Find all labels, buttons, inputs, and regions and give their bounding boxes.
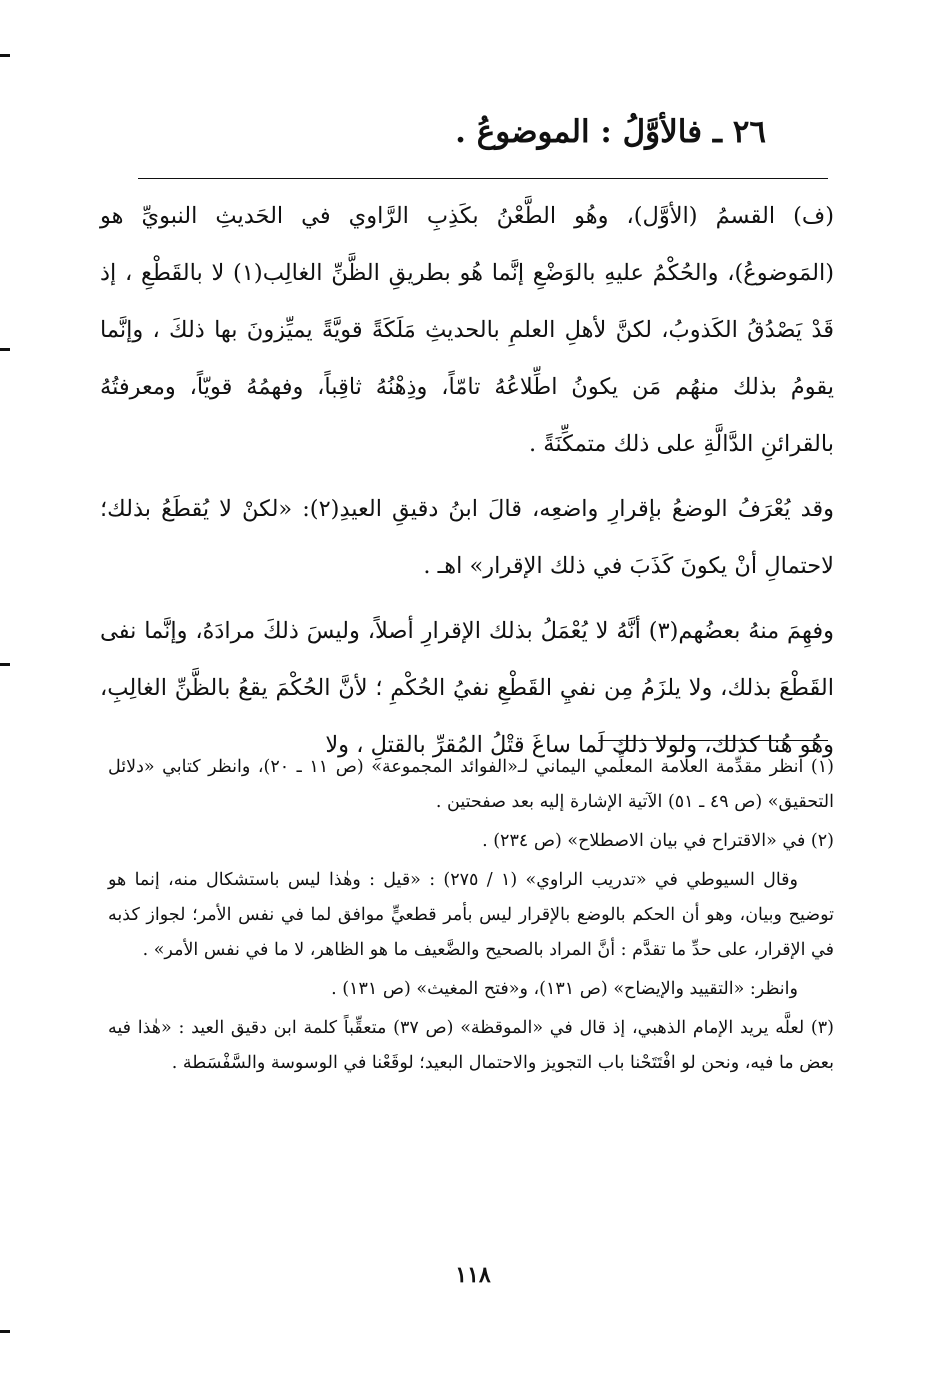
main-text	[100, 188, 834, 782]
edge-mark	[0, 348, 10, 351]
edge-mark	[0, 1330, 10, 1333]
footnote: (٣) لعلَّه يريد الإمام الذهبي، إذ قال في «الموقظة» (ص ٣٧) متعقِّباً كلمة ابن دقيق العيد : «هٰذا فيه بعض ما فيه، ونحن لو افْتَتَحْنا باب التجويز والاحتمال البعيد؛ لوقَعْنا في الوسوسة والسَّفْسَطة .	[108, 1018, 834, 1073]
section-heading: ٢٦ ـ فالأوَّلُ : الموضوعُ .	[455, 114, 766, 150]
heading-rule	[138, 178, 828, 179]
body-paragraph: (ف) القسمُ (الأوَّل)، وهُو الطَّعْنُ بكَذِبِ الرَّاوي في الحَديثِ النبويِّ هو (المَوضوعُ)، والحُكْمُ عليهِ بالوَضْعِ إنَّما هُو بطريقِ الظَّنِّ الغالِب(١) لا بالقَطْعِ ، إذ قَدْ يَصْدُقُ الكَذوبُ، لكنَّ لأهلِ العلمِ بالحديثِ مَلَكَةً قويَّةً يميِّزونَ بها ذلكَ ، وإنَّما يقومُ بذلك منهُم مَن يكونُ اطِّلاعُهُ تامّاً، وذِهْنُهُ ثاقِباً، وفهمُهُ قويّاً، ومعرفتُهُ بالقرائنِ الدَّالَّةِ على ذلك متمكِّنَةً .	[100, 203, 834, 457]
footnote-continuation: وقال السيوطي في «تدريب الراوي» (١ / ٢٧٥) : «قيل : وهٰذا ليس باستشكال منه، إنما هو توضيح وبيان، وهو أن الحكم بالوضع بالإقرار ليس بأمر قطعيٍّ موافق لما في نفس الأمر؛ لجواز كذبه في الإقرار، على حدِّ ما تقدَّم : أنَّ المراد بالصحيح والضَّعيف ما هو الظاهر، لا ما في نفس الأمر» .	[108, 870, 834, 960]
footnotes	[108, 750, 834, 1085]
footnote: (١) انظر مقدِّمة العلامة المعلِّمي اليماني لـ«الفوائد المجموعة» (ص ١١ ـ ٢٠)، وانظر كتابي «دلائل التحقيق» (ص ٤٩ ـ ٥١) الآتية الإشارة إليه بعد صفحتين .	[108, 757, 834, 812]
footnote-separator	[598, 740, 828, 741]
body-paragraph: وفهِمَ منهُ بعضُهم(٣) أنَّهُ لا يُعْمَلُ بذلك الإقرارِ أصلاً، وليسَ ذلكَ مرادَهُ، وإنَّما نفى القَطْعَ بذلك، ولا يلزَمُ مِن نفيِ القَطْعِ نفيُ الحُكْمِ ؛ لأنَّ الحُكْمَ يقعُ بالظَّنِّ الغالِبِ، وهُو هُنا كذلك، ولولا ذلك لَما ساغَ قتْلُ المُقرِّ بالقتلِ ، ولا	[100, 618, 834, 758]
page-number: ١١٨	[455, 1262, 491, 1288]
footnote-continuation: وانظر: «التقييد والإيضاح» (ص ١٣١)، و«فتح المغيث» (ص ١٣١) .	[331, 979, 798, 999]
body-paragraph: وقد يُعْرَفُ الوضعُ بإقرارِ واضعِه، قالَ ابنُ دقيقِ العيدِ(٢): «لكنْ لا يُقطَعُ بذلك؛ لاحتمالِ أنْ يكونَ كَذَبَ في ذلك الإقرار» اهـ .	[100, 496, 835, 579]
footnote: (٢) في «الاقتراح في بيان الاصطلاح» (ص ٢٣٤) .	[482, 831, 834, 851]
edge-mark	[0, 54, 10, 57]
edge-mark	[0, 663, 10, 666]
